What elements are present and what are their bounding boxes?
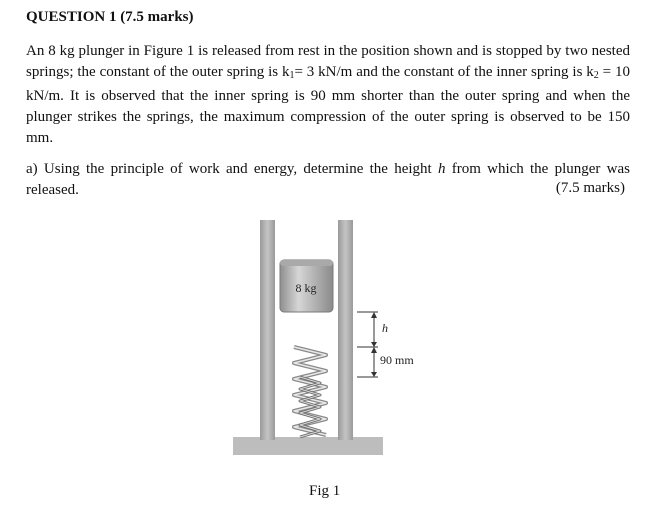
part-a-question (26, 159, 630, 201)
statement-text-3: = 10 kN/m. It is observed that the inner spring is 90 mm shorter than the outer spring and when the plunger strikes the springs, the maximum compression of the outer spring is observed to be 150 mm. (26, 64, 631, 146)
part-a-text-1: a) Using the principle of work and energy, determine the height (26, 161, 438, 177)
k1-subscript: 1 (289, 70, 295, 81)
base-plate (233, 437, 383, 455)
part-a-text-2: from which the plunger was released. (26, 161, 630, 198)
figure-1 (230, 215, 440, 460)
right-wall (338, 220, 353, 440)
statement-text-2: = 3 kN/m and the constant of the inner spring is k (294, 64, 594, 80)
mass-label: 8 kg (295, 281, 317, 295)
k2-subscript: 2 (593, 70, 599, 81)
statement-text-1: An 8 kg plunger in Figure 1 is released from rest in the position shown and is stopped by two nested springs; the constant of the outer spring is k (26, 43, 630, 80)
h-variable: h (437, 161, 446, 177)
figure-caption: Fig 1 (309, 483, 341, 499)
plunger-spring-diagram (230, 215, 440, 460)
h-label: h (382, 321, 388, 335)
left-wall (260, 220, 275, 440)
problem-statement (26, 41, 630, 149)
part-a-marks: (7.5 marks) (555, 180, 625, 196)
gap-label: 90 mm (380, 353, 414, 367)
question-title: QUESTION 1 (7.5 marks) (26, 9, 194, 25)
